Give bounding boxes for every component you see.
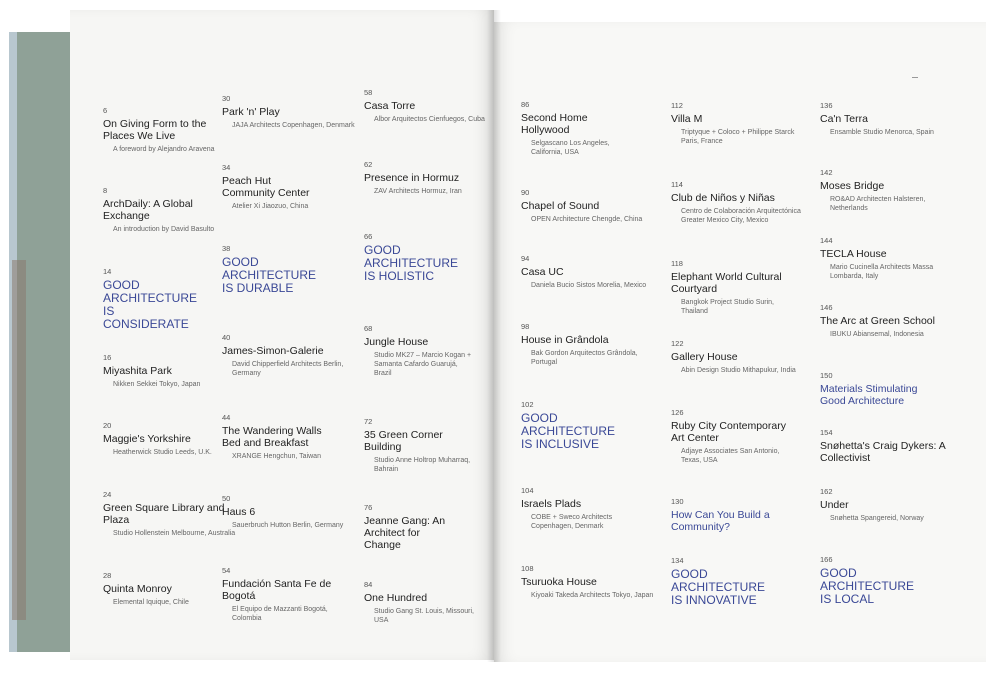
toc-entry	[521, 322, 656, 367]
section-title: GOOD ARCHITECTURE IS INCLUSIVE	[521, 411, 616, 451]
section-title: GOOD ARCHITECTURE IS CONSIDERATE	[103, 278, 198, 331]
entry-title: How Can You Build a Community?	[671, 509, 770, 533]
toc-entry	[521, 486, 656, 531]
toc-entry	[820, 428, 950, 464]
toc-entry	[521, 254, 656, 290]
entry-page: 58	[364, 88, 373, 97]
entry-page: 162	[820, 487, 833, 496]
cover-strip	[12, 260, 26, 620]
entry-page: 154	[820, 428, 833, 437]
entry-credit: Ensamble Studio Menorca, Spain	[830, 129, 934, 136]
toc-entry	[671, 497, 771, 533]
entry-title: Chapel of Sound	[521, 200, 600, 212]
toc-entry	[820, 101, 955, 137]
toc-entry	[521, 188, 656, 224]
entry-title: Ca'n Terra	[820, 113, 868, 125]
entry-page: 98	[521, 322, 530, 331]
entry-page: 30	[222, 94, 231, 103]
entry-title: TECLA House	[820, 248, 887, 260]
toc-entry	[364, 88, 499, 124]
entry-page: 38	[222, 244, 231, 253]
entry-credit: Centro de Colaboración Arquitectónica Greater Mexico City, Mexico	[681, 208, 801, 224]
entry-credit: Studio MK27 – Marcio Kogan + Samanta Cafardo Guarujá, Brazil	[374, 352, 472, 377]
toc-entry	[364, 417, 474, 474]
entry-title: Club de Niños y Niñas	[671, 192, 775, 204]
toc-section	[671, 556, 771, 607]
entry-title: Moses Bridge	[820, 180, 885, 192]
toc-section	[222, 244, 317, 295]
toc-entry	[364, 580, 479, 625]
entry-credit: Albor Arquitectos Cienfuegos, Cuba	[374, 116, 485, 123]
entry-page: 104	[521, 486, 534, 495]
toc-entry	[820, 487, 955, 523]
entry-page: 122	[671, 339, 684, 348]
entry-title: House in Grândola	[521, 334, 609, 346]
entry-title: Green Square Library and Plaza	[103, 502, 225, 526]
entry-page: 134	[671, 556, 684, 565]
entry-title: Jungle House	[364, 336, 429, 348]
entry-credit: OPEN Architecture Chengde, China	[531, 216, 643, 223]
entry-page: 44	[222, 413, 231, 422]
section-title: GOOD ARCHITECTURE IS DURABLE	[222, 255, 317, 295]
toc-entry	[521, 564, 656, 600]
entry-credit: RO&AD Architecten Halsteren, Netherlands	[830, 196, 926, 212]
entry-credit: David Chipperfield Architects Berlin, Germany	[232, 361, 344, 377]
entry-page: 86	[521, 100, 530, 109]
entry-credit: COBE + Sweco Architects Copenhagen, Denmark	[531, 514, 613, 530]
toc-entry	[222, 566, 342, 623]
entry-page: 20	[103, 421, 112, 430]
entry-page: 16	[103, 353, 112, 362]
entry-credit: Bak Gordon Arquitectos Grândola, Portugal	[531, 350, 638, 366]
entry-title: One Hundred	[364, 592, 428, 604]
entry-credit: IBUKU Abiansemal, Indonesia	[830, 331, 924, 338]
entry-credit: Sauerbruch Hutton Berlin, Germany	[232, 522, 344, 529]
entry-page: 94	[521, 254, 530, 263]
entry-page: 54	[222, 566, 231, 575]
toc-entry	[222, 163, 317, 211]
entry-title: James-Simon-Galerie	[222, 345, 324, 357]
entry-credit: Elemental Iquique, Chile	[113, 599, 189, 606]
entry-credit: Heatherwick Studio Leeds, U.K.	[113, 449, 212, 456]
toc-section	[103, 267, 198, 331]
toc-entry	[103, 490, 238, 538]
toc-section	[820, 555, 920, 606]
entry-page: 166	[820, 555, 833, 564]
entry-page: 90	[521, 188, 530, 197]
entry-title: Villa M	[671, 113, 703, 125]
entry-page: 150	[820, 371, 833, 380]
entry-page: 50	[222, 494, 231, 503]
toc-entry	[364, 160, 499, 196]
entry-title: Tsuruoka House	[521, 576, 597, 588]
toc-entry	[103, 106, 238, 154]
entry-page: 84	[364, 580, 373, 589]
entry-title: The Wandering Walls Bed and Breakfast	[222, 425, 322, 449]
entry-page: 66	[364, 232, 373, 241]
entry-page: 146	[820, 303, 833, 312]
entry-title: Ruby City Contemporary Art Center	[671, 420, 786, 444]
entry-credit: JAJA Architects Copenhagen, Denmark	[232, 122, 355, 129]
entry-credit: Studio Hollenstein Melbourne, Australia	[113, 530, 236, 537]
toc-section	[521, 400, 621, 451]
toc-entry	[671, 408, 796, 465]
toc-entry	[671, 180, 801, 225]
entry-page: 126	[671, 408, 684, 417]
entry-title: Snøhetta's Craig Dykers: A Collectivist	[820, 440, 946, 464]
entry-page: 112	[671, 101, 683, 110]
entry-credit: Atelier Xi Jiaozuo, China	[232, 203, 309, 210]
entry-credit: Adjaye Associates San Antonio, Texas, USA	[681, 448, 780, 464]
entry-page: 62	[364, 160, 373, 169]
entry-credit: An introduction by David Basulto	[113, 226, 215, 233]
entry-title: Peach Hut Community Center	[222, 175, 310, 199]
entry-credit: Bangkok Project Studio Surin, Thailand	[681, 299, 774, 315]
entry-title: Under	[820, 499, 849, 511]
section-title: GOOD ARCHITECTURE IS HOLISTIC	[364, 243, 459, 283]
toc-section	[364, 232, 464, 283]
toc-entry	[820, 371, 930, 407]
toc-entry	[364, 324, 474, 378]
toc-entry	[222, 413, 322, 461]
toc-entry	[671, 101, 806, 146]
entry-credit: Selgascano Los Angeles, California, USA	[531, 140, 610, 156]
entry-credit: Mario Cucinella Architects Massa Lombarda, Italy	[830, 264, 934, 280]
entry-credit: Daniela Bucio Sistos Morelia, Mexico	[531, 282, 647, 289]
entry-credit: XRANGE Hengchun, Taiwan	[232, 453, 321, 460]
entry-credit: Studio Gang St. Louis, Missouri, USA	[374, 608, 474, 624]
entry-page: 130	[671, 497, 684, 506]
toc-entry	[671, 339, 806, 375]
toc-entry	[820, 168, 955, 213]
toc-entry	[820, 303, 955, 339]
entry-credit: Abin Design Studio Mithapukur, India	[681, 367, 796, 374]
entry-page: 40	[222, 333, 231, 342]
entry-title: Casa Torre	[364, 100, 416, 112]
toc-entry	[671, 259, 791, 316]
entry-credit: ZAV Architects Hormuz, Iran	[374, 188, 462, 195]
entry-title: Second Home Hollywood	[521, 112, 588, 136]
toc-entry	[521, 100, 611, 157]
entry-page: 114	[671, 180, 683, 189]
entry-credit: El Equipo de Mazzanti Bogotá, Colombia	[232, 606, 328, 622]
entry-title: Materials Stimulating Good Architecture	[820, 383, 918, 407]
entry-page: 76	[364, 503, 373, 512]
section-title: GOOD ARCHITECTURE IS LOCAL	[820, 566, 915, 606]
entry-title: Fundación Santa Fe de Bogotá	[222, 578, 332, 602]
toc-entry	[103, 421, 238, 457]
entry-title: 35 Green Corner Building	[364, 429, 443, 453]
toc-entry	[222, 94, 357, 130]
entry-page: 6	[103, 106, 108, 115]
entry-page: 108	[521, 564, 534, 573]
entry-title: Maggie's Yorkshire	[103, 433, 191, 445]
entry-credit: Studio Anne Holtrop Muharraq, Bahrain	[374, 457, 471, 473]
section-title: GOOD ARCHITECTURE IS INNOVATIVE	[671, 567, 766, 607]
entry-credit: A foreword by Alejandro Aravena	[113, 146, 215, 153]
entry-credit: Nikken Sekkei Tokyo, Japan	[113, 381, 201, 388]
entry-page: 136	[820, 101, 833, 110]
entry-title: The Arc at Green School	[820, 315, 935, 327]
entry-page: 24	[103, 490, 112, 499]
entry-title: Presence in Hormuz	[364, 172, 460, 184]
entry-credit: Triptyque + Coloco + Philippe Starck Paris, France	[681, 129, 795, 145]
entry-page: 28	[103, 571, 112, 580]
toc-entry	[103, 353, 238, 389]
entry-title: Elephant World Cultural Courtyard	[671, 271, 782, 295]
entry-page: 142	[820, 168, 833, 177]
entry-page: 34	[222, 163, 231, 172]
entry-page: 8	[103, 186, 108, 195]
entry-title: Haus 6	[222, 506, 256, 518]
toc-entry	[103, 571, 238, 607]
toc-entry	[222, 494, 357, 530]
entry-credit: Snøhetta Spangereid, Norway	[830, 515, 924, 522]
entry-title: Park 'n' Play	[222, 106, 280, 118]
entry-title: ArchDaily: A Global Exchange	[103, 198, 193, 222]
entry-title: Jeanne Gang: An Architect for Change	[364, 515, 446, 551]
entry-title: Israels Plads	[521, 498, 582, 510]
toc-entry	[103, 186, 238, 234]
page-mark	[912, 77, 918, 78]
entry-page: 68	[364, 324, 373, 333]
entry-title: Quinta Monroy	[103, 583, 172, 595]
entry-title: Miyashita Park	[103, 365, 172, 377]
entry-title: On Giving Form to the Places We Live	[103, 118, 207, 142]
toc-entry	[820, 236, 955, 281]
entry-credit: Kiyoaki Takeda Architects Tokyo, Japan	[531, 592, 654, 599]
entry-title: Casa UC	[521, 266, 564, 278]
entry-page: 102	[521, 400, 534, 409]
toc-entry	[222, 333, 357, 378]
entry-title: Gallery House	[671, 351, 738, 363]
entry-page: 118	[671, 259, 683, 268]
entry-page: 14	[103, 267, 112, 276]
entry-page: 144	[820, 236, 833, 245]
entry-page: 72	[364, 417, 373, 426]
toc-entry	[364, 503, 449, 551]
